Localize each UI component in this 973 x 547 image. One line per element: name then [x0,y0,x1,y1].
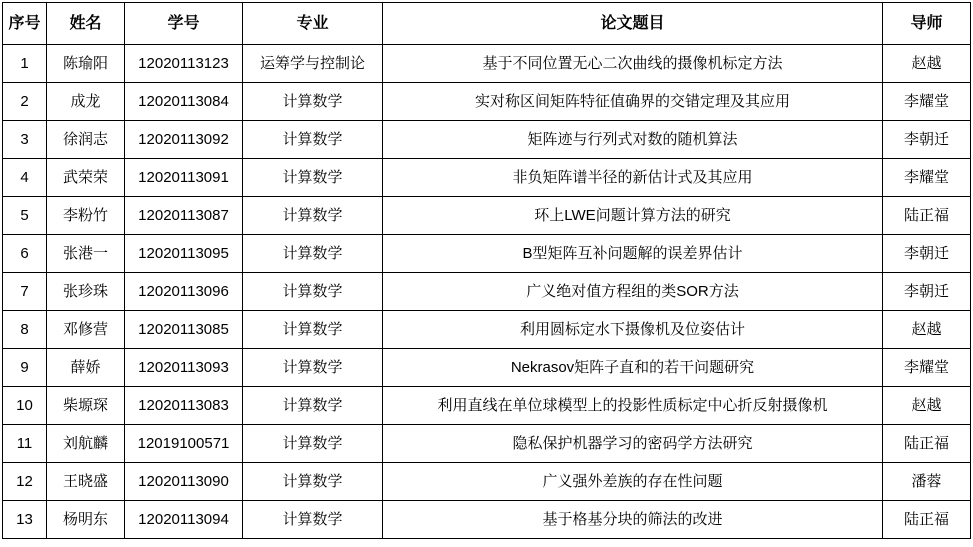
cell-tutor: 李朝迁 [883,121,971,159]
table-body [3,45,971,539]
cell-thesis-title: 利用直线在单位球模型上的投影性质标定中心折反射摄像机 [383,387,883,425]
table-header [3,3,971,45]
table-row [3,235,971,273]
cell-thesis-title: 矩阵迹与行列式对数的随机算法 [383,121,883,159]
cell-thesis-title: Nekrasov矩阵子直和的若干问题研究 [383,349,883,387]
cell-student-id: 12020113084 [125,83,243,121]
cell-major: 计算数学 [243,501,383,539]
cell-major: 计算数学 [243,311,383,349]
cell-seq: 9 [3,349,47,387]
cell-name: 邓修营 [47,311,125,349]
cell-student-id: 12020113123 [125,45,243,83]
cell-tutor: 李耀堂 [883,83,971,121]
table-row [3,463,971,501]
cell-student-id: 12020113091 [125,159,243,197]
cell-student-id: 12020113095 [125,235,243,273]
cell-seq: 10 [3,387,47,425]
table-row [3,121,971,159]
cell-major: 计算数学 [243,83,383,121]
cell-name: 刘航麟 [47,425,125,463]
cell-student-id: 12020113093 [125,349,243,387]
column-header-name: 姓名 [47,3,125,45]
cell-seq: 13 [3,501,47,539]
cell-thesis-title: 实对称区间矩阵特征值确界的交错定理及其应用 [383,83,883,121]
cell-name: 徐润志 [47,121,125,159]
cell-major: 运筹学与控制论 [243,45,383,83]
column-header-seq: 序号 [3,3,47,45]
table-row [3,311,971,349]
cell-thesis-title: 广义强外差族的存在性问题 [383,463,883,501]
cell-name: 成龙 [47,83,125,121]
cell-thesis-title: 隐私保护机器学习的密码学方法研究 [383,425,883,463]
cell-thesis-title: 利用圆标定水下摄像机及位姿估计 [383,311,883,349]
cell-student-id: 12020113083 [125,387,243,425]
cell-major: 计算数学 [243,197,383,235]
cell-major: 计算数学 [243,235,383,273]
column-header-tutor: 导师 [883,3,971,45]
cell-student-id: 12020113094 [125,501,243,539]
cell-name: 李粉竹 [47,197,125,235]
table-row [3,83,971,121]
cell-student-id: 12020113087 [125,197,243,235]
cell-thesis-title: 基于格基分块的筛法的改进 [383,501,883,539]
table-row [3,501,971,539]
cell-tutor: 赵越 [883,387,971,425]
cell-seq: 6 [3,235,47,273]
cell-tutor: 陆正福 [883,197,971,235]
cell-name: 武荣荣 [47,159,125,197]
cell-seq: 1 [3,45,47,83]
table-row [3,273,971,311]
cell-tutor: 赵越 [883,311,971,349]
cell-student-id: 12020113085 [125,311,243,349]
cell-major: 计算数学 [243,273,383,311]
cell-major: 计算数学 [243,463,383,501]
cell-tutor: 潘蓉 [883,463,971,501]
cell-seq: 11 [3,425,47,463]
table-row [3,159,971,197]
table-header-row [3,3,971,45]
cell-thesis-title: 环上LWE问题计算方法的研究 [383,197,883,235]
table-row [3,387,971,425]
cell-name: 柴塬琛 [47,387,125,425]
cell-tutor: 李朝迁 [883,273,971,311]
cell-name: 张珍珠 [47,273,125,311]
cell-thesis-title: B型矩阵互补问题解的误差界估计 [383,235,883,273]
column-header-student-id: 学号 [125,3,243,45]
cell-seq: 7 [3,273,47,311]
cell-student-id: 12019100571 [125,425,243,463]
cell-thesis-title: 非负矩阵谱半径的新估计式及其应用 [383,159,883,197]
cell-seq: 12 [3,463,47,501]
table-row [3,197,971,235]
table-row [3,425,971,463]
table-row [3,45,971,83]
cell-seq: 4 [3,159,47,197]
cell-student-id: 12020113092 [125,121,243,159]
cell-seq: 3 [3,121,47,159]
cell-name: 陈瑜阳 [47,45,125,83]
cell-name: 王晓盛 [47,463,125,501]
cell-seq: 8 [3,311,47,349]
column-header-major: 专业 [243,3,383,45]
cell-thesis-title: 广义绝对值方程组的类SOR方法 [383,273,883,311]
cell-tutor: 赵越 [883,45,971,83]
cell-thesis-title: 基于不同位置无心二次曲线的摄像机标定方法 [383,45,883,83]
cell-tutor: 李朝迁 [883,235,971,273]
cell-student-id: 12020113090 [125,463,243,501]
cell-major: 计算数学 [243,349,383,387]
cell-tutor: 陆正福 [883,425,971,463]
cell-major: 计算数学 [243,159,383,197]
cell-seq: 5 [3,197,47,235]
cell-major: 计算数学 [243,121,383,159]
cell-major: 计算数学 [243,387,383,425]
column-header-thesis-title: 论文题目 [383,3,883,45]
cell-name: 薛娇 [47,349,125,387]
cell-seq: 2 [3,83,47,121]
cell-tutor: 李耀堂 [883,349,971,387]
cell-student-id: 12020113096 [125,273,243,311]
cell-name: 张港一 [47,235,125,273]
cell-major: 计算数学 [243,425,383,463]
thesis-list-table [2,2,971,539]
cell-name: 杨明东 [47,501,125,539]
cell-tutor: 陆正福 [883,501,971,539]
table-row [3,349,971,387]
cell-tutor: 李耀堂 [883,159,971,197]
